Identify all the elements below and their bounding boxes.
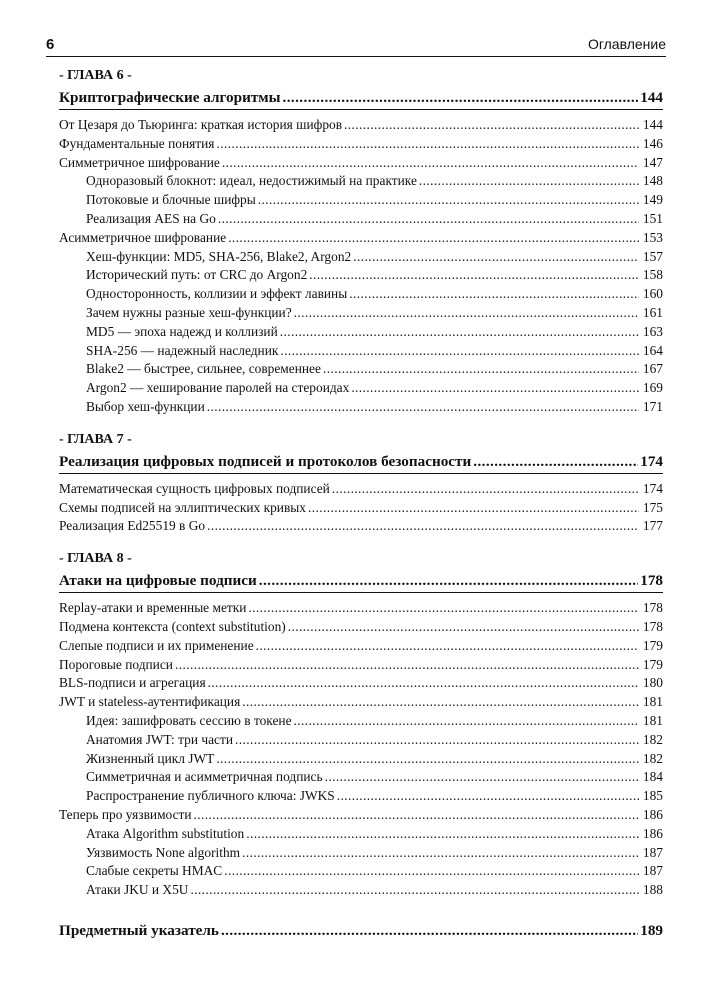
dot-leader bbox=[473, 450, 638, 473]
dot-leader bbox=[246, 825, 639, 844]
entry-title: Односторонность, коллизии и эффект лавины bbox=[86, 286, 348, 302]
chapter-page: 144 bbox=[640, 89, 663, 106]
toc-subentry[interactable] bbox=[59, 360, 663, 379]
entry-page: 186 bbox=[642, 825, 663, 841]
index-page: 189 bbox=[640, 921, 663, 939]
entry-page: 174 bbox=[642, 480, 663, 496]
index-title: Предметный указатель bbox=[59, 921, 219, 939]
toc-subentry[interactable] bbox=[59, 712, 663, 731]
page-number: 6 bbox=[46, 36, 55, 53]
dot-leader bbox=[259, 569, 638, 592]
toc-subentry[interactable] bbox=[59, 787, 663, 806]
dot-leader bbox=[344, 116, 639, 135]
entry-page: 179 bbox=[642, 656, 663, 672]
dot-leader bbox=[419, 172, 639, 191]
entry-title: JWT и stateless-аутентификация bbox=[59, 694, 241, 710]
entry-title: Реализация AES на Go bbox=[86, 210, 216, 226]
chapter-title-row[interactable] bbox=[59, 450, 663, 473]
dot-leader bbox=[332, 480, 639, 499]
chapter-label: - ГЛАВА 6 - bbox=[59, 68, 132, 83]
dot-leader bbox=[235, 731, 639, 750]
entry-page: 188 bbox=[642, 882, 663, 898]
dot-leader bbox=[308, 499, 639, 518]
entry-page: 163 bbox=[642, 323, 663, 339]
entry-title: Симметричное шифрование bbox=[59, 154, 220, 170]
entry-page: 160 bbox=[642, 286, 663, 302]
chapter-page: 178 bbox=[640, 572, 663, 590]
dot-leader bbox=[353, 248, 639, 267]
chapter-7 bbox=[59, 430, 663, 536]
entry-title: Идея: зашифровать сессию в токене bbox=[86, 712, 292, 728]
entry-title: Схемы подписей на эллиптических кривых bbox=[59, 499, 306, 515]
entry-page: 147 bbox=[642, 154, 663, 170]
toc-subentry[interactable] bbox=[59, 323, 663, 342]
chapter-title: Атаки на цифровые подписи bbox=[59, 572, 257, 590]
entry-title: Хеш-функции: MD5, SHA-256, Blake2, Argon2 bbox=[86, 248, 352, 264]
entry-page: 181 bbox=[642, 712, 663, 728]
entry-page: 182 bbox=[642, 731, 663, 747]
toc-subentry[interactable] bbox=[59, 210, 663, 229]
dot-leader bbox=[258, 191, 639, 210]
toc-entry[interactable] bbox=[59, 618, 663, 637]
entry-title: Пороговые подписи bbox=[59, 656, 173, 672]
entry-title: Зачем нужны разные хеш-функции? bbox=[86, 304, 292, 320]
entry-title: Исторический путь: от CRC до Argon2 bbox=[86, 267, 308, 283]
entry-page: 185 bbox=[642, 788, 663, 804]
toc-subentry[interactable] bbox=[59, 844, 663, 863]
toc-subentry[interactable] bbox=[59, 191, 663, 210]
toc-entry[interactable] bbox=[59, 674, 663, 693]
toc-entry[interactable] bbox=[59, 480, 663, 499]
entry-title: Распространение публичного ключа: JWKS bbox=[86, 788, 335, 804]
toc-subentry[interactable] bbox=[59, 731, 663, 750]
entry-title: Атака Algorithm substitution bbox=[86, 825, 245, 841]
entry-title: Слабые секреты HMAC bbox=[86, 863, 223, 879]
entry-page: 157 bbox=[642, 248, 663, 264]
dot-leader bbox=[222, 154, 639, 173]
entry-page: 167 bbox=[642, 361, 663, 377]
entry-page: 161 bbox=[642, 304, 663, 320]
dot-leader bbox=[309, 266, 639, 285]
dot-leader bbox=[280, 323, 639, 342]
entry-page: 146 bbox=[642, 135, 663, 151]
toc-entry[interactable] bbox=[59, 154, 663, 173]
entry-page: 153 bbox=[642, 229, 663, 245]
entry-title: Асимметричное шифрование bbox=[59, 229, 227, 245]
toc-subentry[interactable] bbox=[59, 862, 663, 881]
chapter-title: Криптографические алгоритмы bbox=[59, 89, 281, 106]
entry-title: Blake2 — быстрее, сильнее, современнее bbox=[86, 361, 321, 377]
entry-page: 171 bbox=[642, 398, 663, 414]
toc-subentry[interactable] bbox=[59, 304, 663, 323]
running-header bbox=[46, 34, 666, 57]
toc-entry[interactable] bbox=[59, 693, 663, 712]
chapter-label: - ГЛАВА 7 - bbox=[59, 431, 132, 447]
entry-page: 158 bbox=[642, 267, 663, 283]
entry-page: 164 bbox=[642, 342, 663, 358]
dot-leader bbox=[207, 517, 639, 536]
dot-leader bbox=[218, 210, 639, 229]
dot-leader bbox=[194, 806, 639, 825]
entry-page: 186 bbox=[642, 806, 663, 822]
toc-entry[interactable] bbox=[59, 135, 663, 154]
entry-page: 169 bbox=[642, 380, 663, 396]
chapter-title-row[interactable] bbox=[59, 86, 663, 109]
entry-page: 149 bbox=[642, 192, 663, 208]
toc-entry[interactable] bbox=[59, 599, 663, 618]
running-title: Оглавление bbox=[587, 36, 666, 52]
table-of-contents bbox=[59, 66, 663, 942]
toc-subentry[interactable] bbox=[59, 750, 663, 769]
dot-leader bbox=[175, 656, 639, 675]
entry-title: Подмена контекста (context substitution) bbox=[59, 618, 286, 634]
toc-subentry[interactable] bbox=[59, 398, 663, 417]
dot-leader bbox=[208, 674, 639, 693]
dot-leader bbox=[294, 304, 639, 323]
entry-title: Одноразовый блокнот: идеал, недостижимый на практике bbox=[86, 173, 417, 189]
entry-title: Argon2 — хеширование паролей на стероидах bbox=[86, 380, 350, 396]
dot-leader bbox=[351, 379, 639, 398]
entry-title: Математическая сущность цифровых подписей bbox=[59, 480, 330, 496]
dot-leader bbox=[221, 919, 638, 942]
dot-leader bbox=[323, 360, 639, 379]
entry-title: Выбор хеш-функции bbox=[86, 398, 205, 414]
entry-page: 179 bbox=[642, 637, 663, 653]
dot-leader bbox=[224, 862, 639, 881]
dot-leader bbox=[256, 637, 639, 656]
chapter-8 bbox=[59, 549, 663, 900]
chapter-title: Реализация цифровых подписей и протоколов безопасности bbox=[59, 452, 472, 470]
entry-page: 144 bbox=[642, 117, 663, 132]
dot-leader bbox=[337, 787, 639, 806]
entry-page: 181 bbox=[642, 694, 663, 710]
dot-leader bbox=[283, 86, 639, 109]
toc-subentry[interactable] bbox=[59, 342, 663, 361]
dot-leader bbox=[207, 398, 639, 417]
dot-leader bbox=[242, 844, 639, 863]
entry-title: Потоковые и блочные шифры bbox=[86, 192, 256, 208]
dot-leader bbox=[248, 599, 639, 618]
toc-subentry[interactable] bbox=[59, 379, 663, 398]
entry-title: Атаки JKU и X5U bbox=[86, 882, 189, 898]
toc-entry[interactable] bbox=[59, 229, 663, 248]
entry-page: 178 bbox=[642, 600, 663, 616]
toc-subentry[interactable] bbox=[59, 881, 663, 900]
toc-subentry[interactable] bbox=[59, 825, 663, 844]
entry-page: 151 bbox=[642, 210, 663, 226]
entry-title: Слепые подписи и их применение bbox=[59, 637, 254, 653]
dot-leader bbox=[288, 618, 639, 637]
toc-entry[interactable] bbox=[59, 806, 663, 825]
dot-leader bbox=[242, 693, 639, 712]
toc-subentry[interactable] bbox=[59, 285, 663, 304]
entry-page: 148 bbox=[642, 173, 663, 189]
dot-leader bbox=[280, 342, 639, 361]
toc-entry[interactable] bbox=[59, 517, 663, 536]
entry-title: MD5 — эпоха надежд и коллизий bbox=[86, 323, 278, 339]
entry-title: Теперь про уязвимости bbox=[59, 806, 192, 822]
entry-page: 182 bbox=[642, 750, 663, 766]
entry-title: Реализация Ed25519 в Go bbox=[59, 518, 206, 534]
toc-subentry[interactable] bbox=[59, 172, 663, 191]
toc-entry[interactable] bbox=[59, 637, 663, 656]
entry-title: SHA-256 — надежный наследник bbox=[86, 342, 279, 358]
chapter-6 bbox=[59, 66, 663, 417]
entry-title: От Цезаря до Тьюринга: краткая история шифров bbox=[59, 117, 343, 132]
dot-leader bbox=[216, 750, 639, 769]
dot-leader bbox=[349, 285, 639, 304]
entry-title: Replay-атаки и временные метки bbox=[59, 600, 247, 616]
entry-page: 184 bbox=[642, 769, 663, 785]
entry-page: 180 bbox=[642, 675, 663, 691]
entry-page: 177 bbox=[642, 518, 663, 534]
entry-page: 178 bbox=[642, 618, 663, 634]
chapter-page: 174 bbox=[640, 452, 663, 470]
entry-title: Симметричная и асимметричная подпись bbox=[86, 769, 323, 785]
toc-entry[interactable] bbox=[59, 499, 663, 518]
subject-index bbox=[59, 919, 663, 942]
toc-entry[interactable] bbox=[59, 656, 663, 675]
toc-entry[interactable] bbox=[59, 116, 663, 135]
dot-leader bbox=[190, 881, 639, 900]
dot-leader bbox=[228, 229, 639, 248]
entry-page: 187 bbox=[642, 863, 663, 879]
dot-leader bbox=[294, 712, 639, 731]
entry-title: Жизненный цикл JWT bbox=[86, 750, 215, 766]
entry-page: 175 bbox=[642, 499, 663, 515]
entry-title: Уязвимость None algorithm bbox=[86, 844, 241, 860]
toc-subentry[interactable] bbox=[59, 266, 663, 285]
dot-leader bbox=[325, 768, 639, 787]
entry-title: Анатомия JWT: три части bbox=[86, 731, 233, 747]
entry-page: 187 bbox=[642, 844, 663, 860]
toc-subentry[interactable] bbox=[59, 248, 663, 267]
chapter-label: - ГЛАВА 8 - bbox=[59, 551, 132, 567]
chapter-title-row[interactable] bbox=[59, 569, 663, 592]
toc-subentry[interactable] bbox=[59, 768, 663, 787]
dot-leader bbox=[216, 135, 639, 154]
entry-title: Фундаментальные понятия bbox=[59, 135, 215, 151]
entry-title: BLS-подписи и агрегация bbox=[59, 675, 206, 691]
index-title-row[interactable] bbox=[59, 919, 663, 942]
